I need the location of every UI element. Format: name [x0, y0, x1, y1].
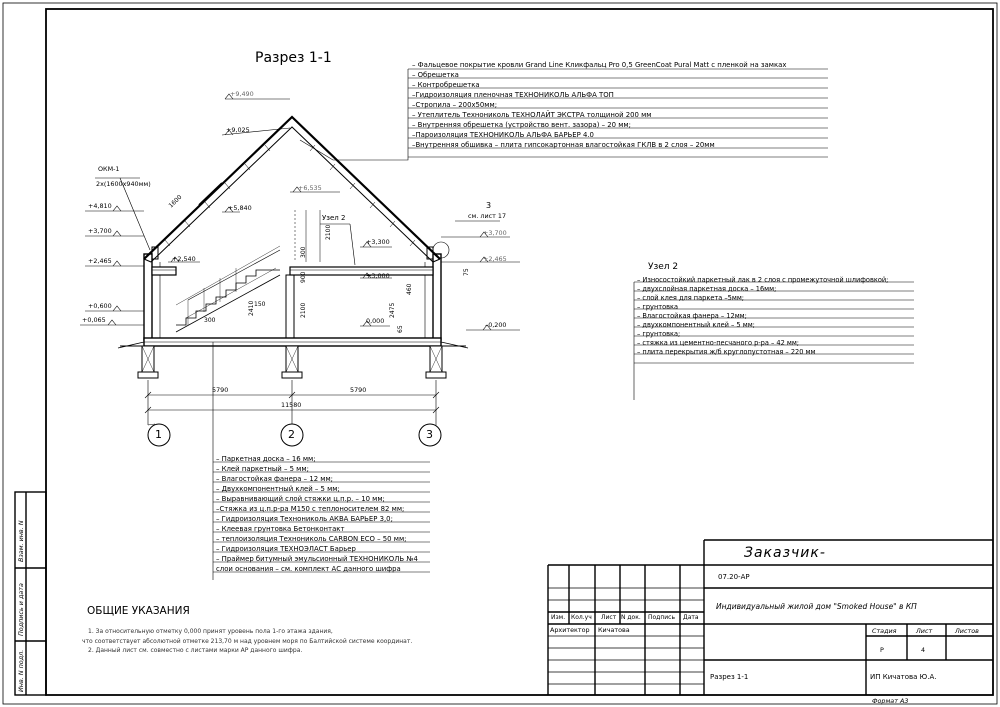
floor-layer-item: – Клей паркетный – 5 мм;	[216, 465, 309, 473]
floor-layer-item: – Клеевая грунтовка Бетонконтакт	[216, 525, 345, 533]
floor-layer-item: – Выравнивающий слой стяжки ц.п.р. – 10 мм;	[216, 495, 385, 503]
dim-900: 900	[300, 271, 307, 283]
dim-1600: 1600	[167, 193, 184, 210]
dim-2475: 2475	[389, 302, 396, 318]
customer-label: Заказчик-	[744, 545, 826, 561]
node2-layer-item: – стяжка из цементно-песчаного р-ра – 42 мм;	[637, 339, 800, 347]
header-podpis: Подпись	[648, 614, 675, 621]
elev-0000: 0,000	[366, 317, 385, 325]
sheet-header: Лист	[916, 627, 933, 635]
roof-window	[199, 183, 222, 205]
dim-5790-left: 5790	[212, 386, 229, 394]
elev-3300: +3,300	[366, 238, 390, 246]
node2-layer-item: – слой клея для паркета –5мм;	[637, 294, 745, 302]
floor-layer-item: – Влагостойкая фанера – 12 мм;	[216, 475, 333, 483]
stage-value: Р	[880, 646, 884, 654]
floor-layer-item: – теплоизоляция Технониколь CARBON ECO – 50 мм;	[216, 535, 407, 543]
elev-2540: +2,540	[172, 255, 196, 263]
node2-layer-item: – грунтовка;	[637, 330, 681, 338]
section-title: Разрез 1-1	[255, 50, 332, 66]
foundation-piles	[138, 346, 446, 378]
general-note-item: 2. Данный лист см. совместно с листами марки АР данного шифра.	[88, 647, 303, 654]
floor-slab	[152, 267, 433, 275]
roof-layer-item: – Фальцевое покрытие кровли Grand Line Кликфальц Pro 0,5 GreenCoat Pural Matt с пленкой на замках	[412, 61, 787, 69]
roof-layer-item: – Внутренняя обрешетка (устройство вент. зазора) – 20 мм;	[412, 121, 631, 129]
elev-0600: +0,600	[88, 302, 112, 310]
dim-2410: 2410	[248, 300, 255, 316]
node2-layer-item: – Износостойкий паркетный лак в 2 слоя с промежуточной шлифовкой;	[637, 276, 889, 284]
dim-2100b: 2100	[300, 302, 307, 318]
floor-layer-item: – Двухкомпонентный клей – 5 мм;	[216, 485, 340, 493]
node2-layer-item: – двухкомпонентный клей – 5 мм;	[637, 321, 755, 329]
roof-layer-item: –Пароизоляция ТЕХНОНИКОЛЬ АЛЬФА БАРЬЕР 4.0	[412, 131, 594, 139]
roof-layer-item: –Стропила – 200х50мм;	[412, 101, 498, 109]
node2-title: Узел 2	[648, 262, 679, 272]
roof-layer-item: – Утеплитель Технониколь ТЕХНОЛАЙТ ЭКСТРА толщиной 200 мм	[412, 111, 652, 119]
header-kol-uch: Кол.уч	[571, 614, 592, 621]
dim-300b: 300	[204, 317, 216, 324]
node2-layer-item: – двухслойная паркетная доска – 16мм;	[637, 285, 777, 293]
roof-layer-item: – Контробрешетка	[412, 81, 480, 89]
axis-label-3: 3	[426, 428, 433, 441]
dim-11580: 11580	[281, 401, 302, 409]
stamp-signature-date: Подпись и дата	[17, 583, 25, 636]
elev-minus0200: –0,200	[485, 321, 507, 329]
stage-header: Стадия	[872, 627, 897, 635]
elev-5840: +5,840	[228, 204, 252, 212]
node3-ref: см. лист 17	[468, 212, 507, 220]
project-code: 07.20-АР	[718, 573, 750, 581]
floor-layer-item: – Праймер битумный эмульсионный ТЕХНОНИКОЛЬ №4	[216, 555, 418, 563]
general-note-item: 1. За относительную отметку 0,000 принят уровень пола 1-го этажа здания,	[88, 628, 333, 635]
floor-layer-item: –Стяжка из ц.п.р-ра М150 с теплоносителем 82 мм;	[216, 505, 405, 513]
header-data: Дата	[683, 614, 699, 621]
sheets-header: Листов	[955, 627, 979, 635]
node2-layer-item: – Влагостойкая фанера – 12мм;	[637, 312, 747, 320]
elev-6535: +6,535	[298, 184, 322, 192]
dim-65: 65	[397, 325, 404, 333]
elev-9490: +9,490	[230, 90, 254, 98]
general-notes-list	[82, 627, 412, 656]
dim-460: 460	[406, 283, 413, 295]
floor-layer-item: – Паркетная доска – 16 мм;	[216, 455, 316, 463]
roof-layer-item: – Обрешетка	[412, 71, 459, 79]
company-name: ИП Кичатова Ю.А.	[870, 673, 937, 681]
dim-75: 75	[463, 268, 470, 276]
header-izm: Изм.	[551, 614, 566, 621]
sheet-title: Разрез 1-1	[710, 673, 749, 681]
elev-4810: +4,810	[88, 202, 112, 210]
roof-layers-list	[412, 60, 786, 150]
roof-layer-item: –Внутренняя обшивка – плита гипсокартонная влагостойкая ГКЛВ в 2 слоя – 20мм	[412, 141, 715, 149]
elev-0065: +0,065	[82, 316, 106, 324]
elev-2465-left: +2,465	[88, 257, 112, 265]
axis-label-1: 1	[155, 428, 162, 441]
elev-3700-right: +3,700	[483, 229, 507, 237]
side-stamp-text	[17, 520, 25, 692]
header-n-dok: N док.	[621, 614, 641, 621]
format-label: Формат А3	[872, 697, 909, 705]
general-note-item: что соответствует абсолютной отметке 213,70 м над уровнем моря по Балтийской системе координат.	[82, 637, 413, 645]
sheet-value: 4	[921, 646, 926, 654]
node2-label: Узел 2	[322, 214, 346, 222]
architect-name: Кичатова	[598, 626, 630, 634]
stamp-inv-orig: Инв. N подл.	[17, 649, 25, 692]
floor-layer-item: слои основания – см. комплект АС данного шифра	[216, 565, 401, 573]
floor-layer-item: – Гидроизоляция Технониколь АКВА БАРЬЕР 3,0;	[216, 515, 393, 523]
window-size: 2х(1600х940мм)	[96, 180, 151, 188]
window-mark: ОКМ-1	[98, 165, 120, 173]
elev-2465-right: +2,465	[483, 255, 507, 263]
general-notes-title: ОБЩИЕ УКАЗАНИЯ	[87, 605, 190, 617]
dim-5790-right: 5790	[350, 386, 367, 394]
roof-layer-item: –Гидроизоляция пленочная ТЕХНОНИКОЛЬ АЛЬФА ТОП	[412, 91, 614, 99]
header-list: Лист	[601, 614, 617, 621]
axis-label-2: 2	[288, 428, 295, 441]
node2-layer-item: – грунтовка	[637, 303, 679, 311]
node2-layer-item: – плита перекрытия ж/б круглопустотная – 220 мм	[637, 348, 816, 356]
roof-outline	[144, 117, 440, 262]
dim-300: 300	[300, 246, 307, 258]
node2-layers-list	[637, 276, 888, 357]
elev-3700-left: +3,700	[88, 227, 112, 235]
dim-2100a: 2100	[325, 224, 332, 240]
stamp-replace-inv: Взам. инв. N	[17, 520, 25, 562]
floor-layer-item: – Гидроизоляция ТЕХНОЭЛАСТ Барьер	[216, 545, 356, 553]
elev-3000: +3,000	[366, 272, 390, 280]
dim-150: 150	[254, 301, 266, 308]
architect-role: Архитектор	[550, 626, 590, 634]
node3-label: 3	[486, 201, 492, 210]
project-name: Индивидуальный жилой дом "Smoked House" в КП	[716, 602, 917, 611]
elev-9025: +9,025	[226, 126, 250, 134]
floor-layers-list	[216, 454, 418, 574]
